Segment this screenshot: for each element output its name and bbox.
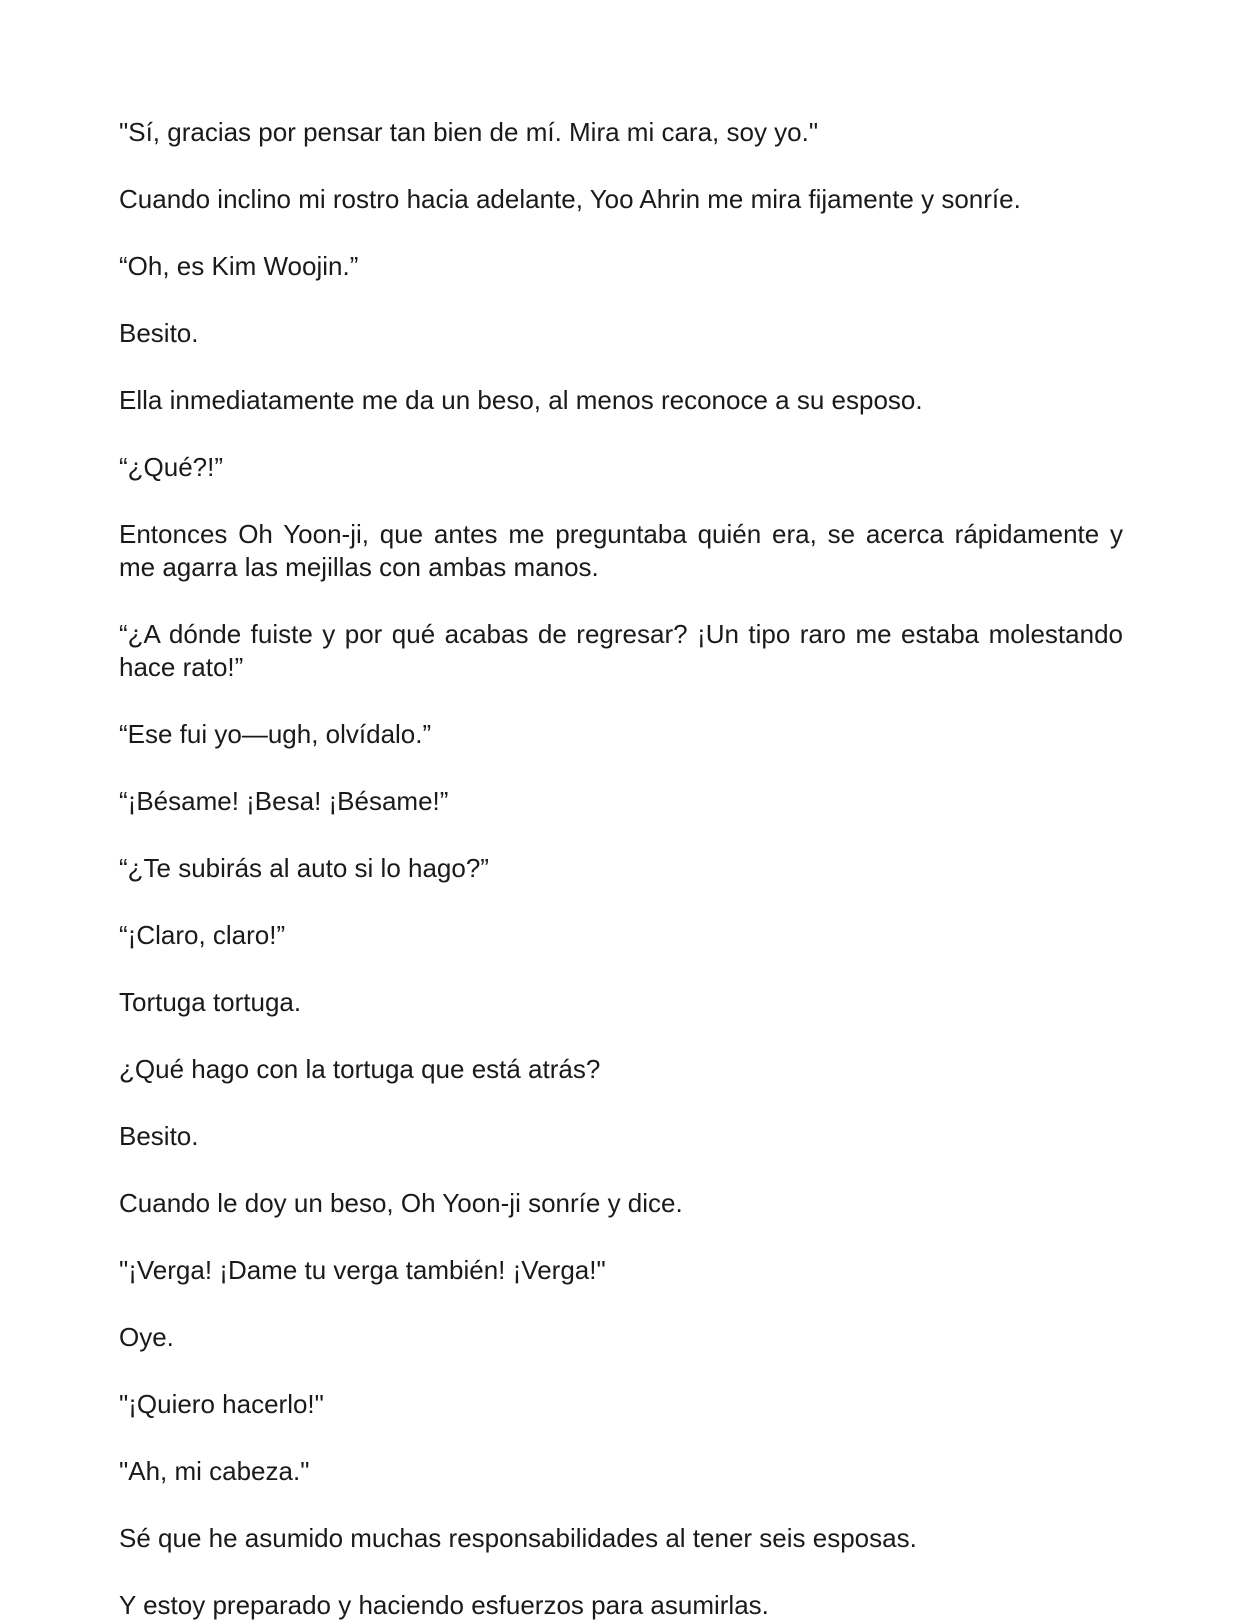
document-body — [119, 116, 1123, 1620]
paragraph: Entonces Oh Yoon-ji, que antes me preguntaba quién era, se acerca rápidamente y me agarra las mejillas con ambas manos. — [119, 519, 1123, 582]
paragraph: “¡Bésame! ¡Besa! ¡Bésame!” — [119, 786, 449, 816]
paragraph: "Sí, gracias por pensar tan bien de mí. Mira mi cara, soy yo." — [119, 117, 819, 147]
paragraph: “¿Te subirás al auto si lo hago?” — [119, 853, 489, 883]
paragraph: Oye. — [119, 1322, 174, 1352]
paragraph: “¿Qué?!” — [119, 452, 224, 482]
paragraph: “Ese fui yo—ugh, olvídalo.” — [119, 719, 432, 749]
paragraph: "Ah, mi cabeza." — [119, 1456, 310, 1486]
paragraph: Ella inmediatamente me da un beso, al menos reconoce a su esposo. — [119, 385, 923, 415]
paragraph: Besito. — [119, 318, 199, 348]
paragraph: "¡Verga! ¡Dame tu verga también! ¡Verga!" — [119, 1255, 606, 1285]
paragraph: “¿A dónde fuiste y por qué acabas de regresar? ¡Un tipo raro me estaba molestando hace rato!” — [119, 619, 1123, 682]
paragraph: Cuando le doy un beso, Oh Yoon-ji sonríe y dice. — [119, 1188, 683, 1218]
paragraph: Y estoy preparado y haciendo esfuerzos para asumirlas. — [119, 1590, 769, 1620]
paragraph: Cuando inclino mi rostro hacia adelante, Yoo Ahrin me mira fijamente y sonríe. — [119, 184, 1021, 214]
paragraph: “Oh, es Kim Woojin.” — [119, 251, 359, 281]
paragraph: “¡Claro, claro!” — [119, 920, 286, 950]
paragraph: Sé que he asumido muchas responsabilidades al tener seis esposas. — [119, 1523, 917, 1553]
paragraph: Besito. — [119, 1121, 199, 1151]
paragraph: ¿Qué hago con la tortuga que está atrás? — [119, 1054, 601, 1084]
paragraph: Tortuga tortuga. — [119, 987, 302, 1017]
paragraph: "¡Quiero hacerlo!" — [119, 1389, 324, 1419]
